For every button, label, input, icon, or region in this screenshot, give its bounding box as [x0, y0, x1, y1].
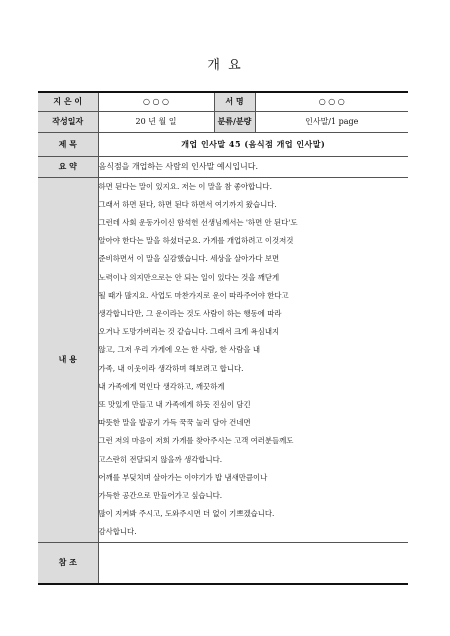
author-value: ○ ○ ○ [98, 92, 214, 111]
reference-value [98, 542, 408, 584]
name-value: ○ ○ ○ [255, 92, 408, 111]
date-value: 20 년 월 일 [98, 111, 214, 132]
content-line: 따뜻한 말을 밥공기 가득 꾹꾹 눌러 담아 건네면 [98, 418, 251, 428]
content-line: 가족, 내 이웃이라 생각하며 해보려고 합니다. [98, 363, 244, 373]
content-line: 하면 된다는 말이 있지요. 저는 이 말을 참 좋아합니다. [98, 181, 272, 191]
content-line: 내 가족에게 먹인다 생각하고, 깨끗하게 [98, 381, 225, 391]
content-line: 생각합니다만, 그 운이라는 것도 사람이 하는 행동에 따라 [98, 308, 282, 318]
category-label: 분류/분량 [214, 111, 255, 132]
content-line: 준비하면서 이 말을 실감했습니다. 세상을 살아가다 보면 [98, 254, 280, 264]
name-label: 서 명 [214, 92, 255, 111]
subject-row [38, 132, 408, 156]
summary-value: 음식점을 개업하는 사람의 인사말 예시입니다. [98, 156, 408, 177]
summary-row [38, 156, 408, 177]
reference-label: 참 조 [38, 542, 98, 584]
document-overview-form [38, 91, 408, 585]
content-row [38, 177, 408, 542]
subject-value: 개업 인사말 45 (음식점 개업 인사말) [98, 132, 408, 156]
content-line: 그런 저의 마음이 저희 가게를 찾아주시는 고객 여러분들께도 [98, 436, 294, 446]
content-line: 고스란히 전달되지 않을까 생각합니다. [98, 454, 223, 464]
author-row [38, 92, 408, 111]
content-line: 노력이나 의지만으로는 안 되는 일이 있다는 것을 깨닫게 [98, 272, 280, 282]
category-value: 인사말/1 page [255, 111, 408, 132]
summary-label: 요 약 [38, 156, 98, 177]
content-line: 많이 지켜봐 주시고, 도와주시면 더 없이 기쁘겠습니다. [98, 509, 275, 519]
subject-label: 제 목 [38, 132, 98, 156]
content-line: 가득한 공간으로 만들어가고 싶습니다. [98, 490, 223, 500]
content-line: 될 때가 많지요. 사업도 마찬가지로 운이 따라주어야 한다고 [98, 290, 289, 300]
content-line: 그런데 사회 운동가이신 함석헌 선생님께서는 '하면 안 된다'도 [98, 217, 298, 227]
content-body [98, 177, 408, 542]
date-label: 작성일자 [38, 111, 98, 132]
date-row [38, 111, 408, 132]
content-line: 또 맛있게 만들고 내 가족에게 하듯 진심이 담긴 [98, 399, 251, 409]
content-line: 오거나 도망가버리는 것 같습니다. 그래서 크게 욕심내지 [98, 327, 280, 337]
page-title: 개 요 [207, 58, 243, 73]
content-line: 않고, 그저 우리 가게에 오는 한 사람, 한 사람을 내 [98, 345, 260, 355]
content-label: 내 용 [38, 177, 98, 542]
reference-row [38, 542, 408, 584]
content-line: 알아야 한다는 말을 하셨더군요. 가게를 개업하려고 이것저것 [98, 236, 294, 246]
content-line: 그래서 하면 된다, 하면 된다 하면서 여기까지 왔습니다. [98, 199, 277, 209]
content-line: 감사합니다. [98, 527, 137, 537]
content-line: 어깨를 부딪치며 살아가는 이야기가 밥 냄새만큼이나 [98, 472, 268, 482]
author-label: 지 은 이 [38, 92, 98, 111]
